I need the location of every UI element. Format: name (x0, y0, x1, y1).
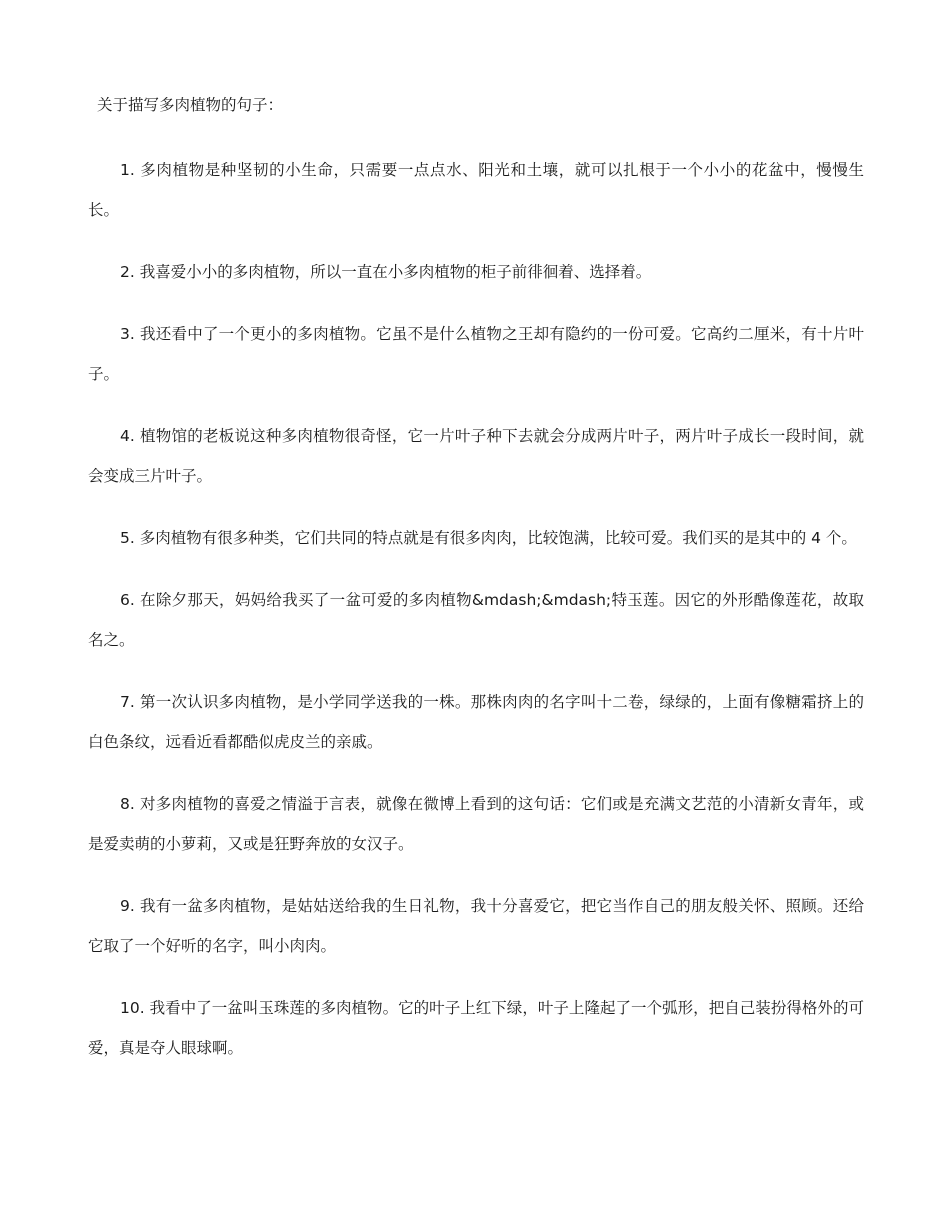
sentence-item-7: 7. 第一次认识多肉植物，是小学同学送我的一株。那株肉肉的名字叫十二卷，绿绿的，上面有像糖霜挤上的白色条纹，远看近看都酷似虎皮兰的亲戚。 (88, 693, 864, 751)
sentence-item-2: 2. 我喜爱小小的多肉植物，所以一直在小多肉植物的柜子前徘徊着、选择着。 (120, 263, 652, 281)
sentence-item-5: 5. 多肉植物有很多种类，它们共同的特点就是有很多肉肉，比较饱满，比较可爱。我们买的是其中的 4 个。 (120, 529, 857, 547)
sentence-item-1: 1. 多肉植物是种坚韧的小生命，只需要一点点水、阳光和土壤，就可以扎根于一个小小的花盆中，慢慢生长。 (88, 161, 864, 219)
sentence-item-6: 6. 在除夕那天，妈妈给我买了一盆可爱的多肉植物&mdash;&mdash;特玉莲。因它的外形酷像莲花，故取名之。 (88, 591, 864, 649)
sentence-list (88, 150, 864, 1090)
sentence-item-4: 4. 植物馆的老板说这种多肉植物很奇怪，它一片叶子种下去就会分成两片叶子，两片叶子成长一段时间，就会变成三片叶子。 (88, 427, 864, 485)
document-heading: 关于描写多肉植物的句子： (97, 96, 284, 114)
sentence-item-3: 3. 我还看中了一个更小的多肉植物。它虽不是什么植物之王却有隐约的一份可爱。它高约二厘米，有十片叶子。 (88, 325, 864, 383)
sentence-item-8: 8. 对多肉植物的喜爱之情溢于言表，就像在微博上看到的这句话：它们或是充满文艺范的小清新女青年，或是爱卖萌的小萝莉，又或是狂野奔放的女汉子。 (88, 795, 864, 853)
sentence-item-10: 10. 我看中了一盆叫玉珠莲的多肉植物。它的叶子上红下绿，叶子上隆起了一个弧形，把自己装扮得格外的可爱，真是夺人眼球啊。 (88, 999, 864, 1057)
sentence-item-9: 9. 我有一盆多肉植物，是姑姑送给我的生日礼物，我十分喜爱它，把它当作自己的朋友般关怀、照顾。还给它取了一个好听的名字，叫小肉肉。 (88, 897, 864, 955)
